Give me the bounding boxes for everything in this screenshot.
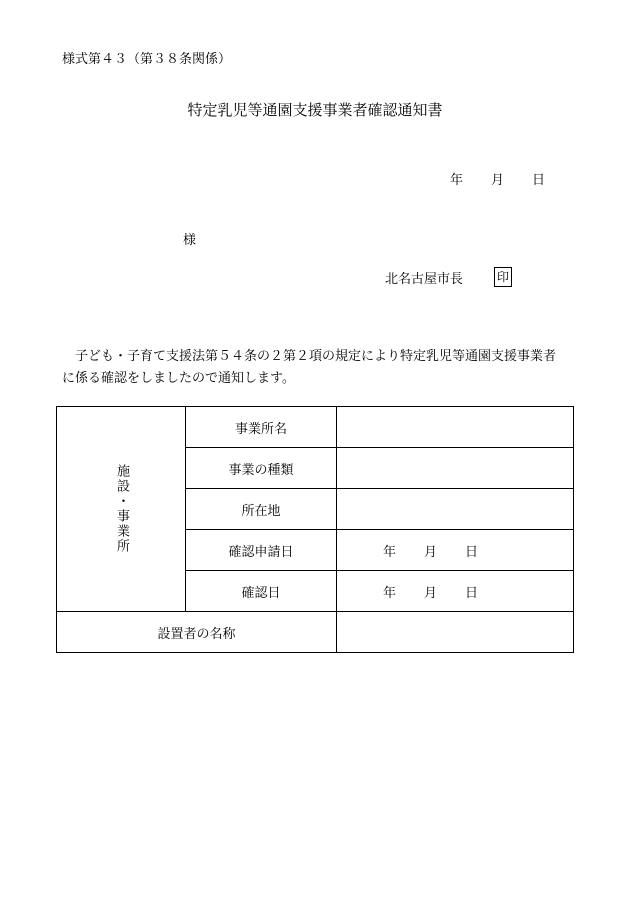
app-day: 日: [465, 544, 479, 560]
app-year: 年: [383, 544, 397, 560]
table-row: [57, 407, 574, 448]
row-label: 事業の種類: [186, 448, 337, 489]
row-label: 所在地: [186, 489, 337, 530]
body-line-2: に係る確認をしましたので通知します。: [62, 371, 295, 386]
date-day: 日: [532, 173, 546, 188]
body-line-1: 子ども・子育て支援法第５４条の２第２項の規定により特定乳児等通園支援事業者: [75, 349, 557, 364]
date-month: 月: [491, 173, 505, 188]
application-date-cell[interactable]: [337, 530, 574, 571]
addressee-suffix: 様: [183, 233, 197, 248]
table-row: [57, 612, 574, 653]
confirmation-date-cell[interactable]: [337, 571, 574, 612]
form-number: 様式第４３（第３８条関係）: [62, 52, 232, 67]
app-month: 月: [424, 544, 438, 560]
document-title: 特定乳児等通園支援事業者確認通知書: [187, 101, 443, 119]
owner-name-cell[interactable]: [337, 612, 574, 653]
conf-month: 月: [424, 585, 438, 601]
issuer-name: 北名古屋市長: [385, 272, 464, 287]
facility-table: [56, 406, 574, 653]
body-text: [62, 346, 577, 390]
row-label: 事業所名: [186, 407, 337, 448]
address-cell[interactable]: [337, 489, 574, 530]
business-type-cell[interactable]: [337, 448, 574, 489]
group-label: 施設・事業所: [57, 407, 186, 612]
owner-label: 設置者の名称: [57, 612, 337, 653]
conf-day: 日: [465, 585, 479, 601]
facility-name-cell[interactable]: [337, 407, 574, 448]
seal-box: 印: [494, 267, 512, 287]
date-year: 年: [450, 173, 464, 188]
conf-year: 年: [383, 585, 397, 601]
issue-date: [450, 169, 545, 188]
row-label: 確認日: [186, 571, 337, 612]
row-label: 確認申請日: [186, 530, 337, 571]
